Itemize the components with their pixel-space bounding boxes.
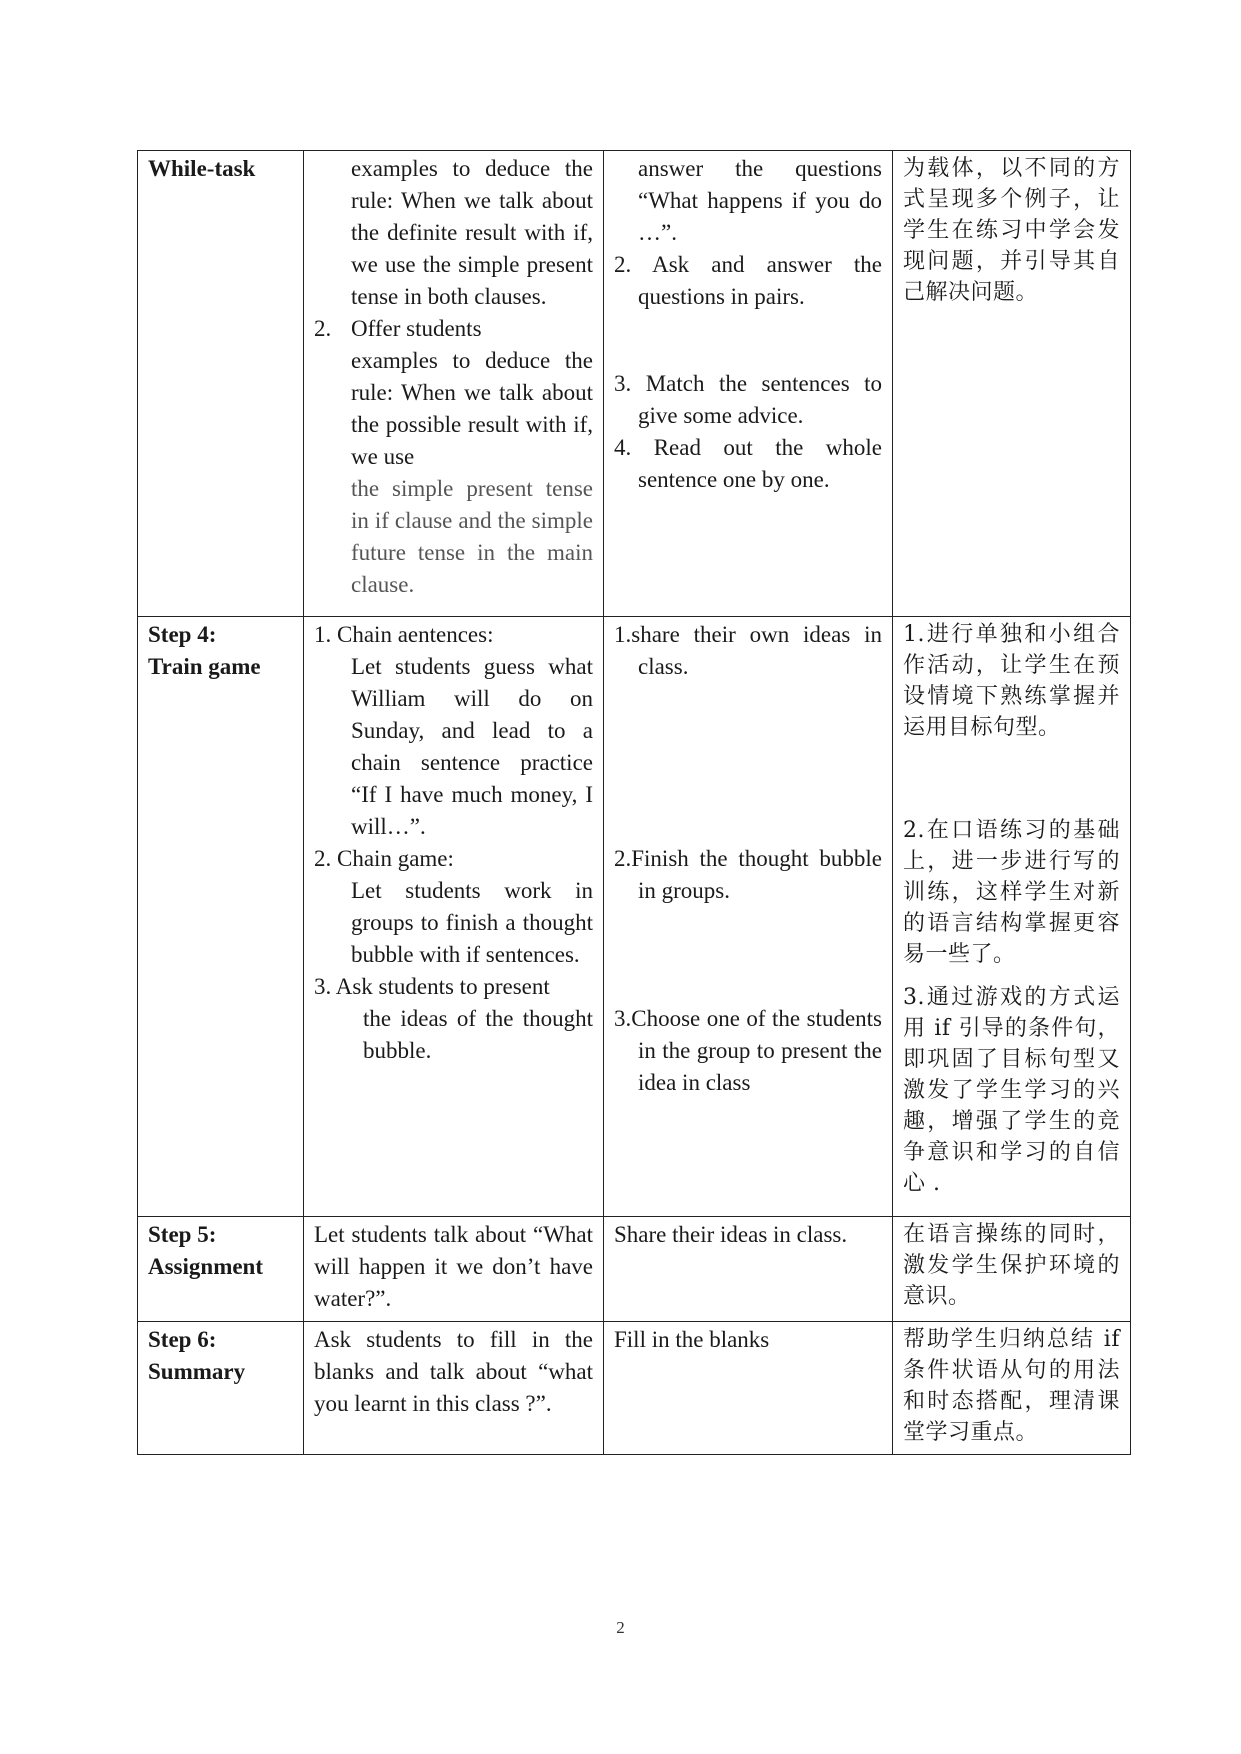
- teacher-item-1-head: 1. Chain aentences:: [314, 622, 494, 647]
- teacher-item-3-body: the ideas of the thought bubble.: [363, 1006, 593, 1063]
- purpose-cell: [893, 1322, 1131, 1455]
- student-item-1: 1.share their own ideas in class.: [614, 622, 882, 679]
- purpose-text: 帮助学生归纳总结 if 条件状语从句的用法和时态搭配，理清课堂学习重点。: [903, 1327, 1120, 1445]
- teacher-item-3-head: 3. Ask students to present: [314, 974, 550, 999]
- teacher-activity-cell: [304, 1322, 604, 1455]
- teacher-text: Ask students to fill in the blanks and talk about “what you learnt in this class ?”.: [314, 1327, 593, 1416]
- student-item-4: 4. Read out the whole sentence one by one.: [614, 435, 882, 492]
- teacher-item-1: examples to deduce the rule: When we talk about the definite result with if, we use the simple present tense in both clauses.: [351, 156, 593, 309]
- step-label: Step 5:: [148, 1222, 217, 1247]
- step-label: While-task: [148, 156, 256, 181]
- teacher-item-2-head: 2. Chain game:: [314, 846, 454, 871]
- teacher-item-2-head: Offer students: [351, 316, 482, 341]
- student-text: Fill in the blanks: [614, 1327, 770, 1352]
- student-item-3: 3. Match the sentences to give some advice.: [614, 371, 882, 428]
- teacher-text: Let students talk about “What will happen it we don’t have water?”.: [314, 1222, 593, 1311]
- purpose-item-3: 3.通过游戏的方式运用 if 引导的条件句，即巩固了目标句型又激发了学生学习的兴趣，增强了学生的竞争意识和学习的自信心 .: [903, 985, 1120, 1196]
- lesson-plan-table: [137, 150, 1131, 1455]
- student-item-2: 2.Finish the thought bubble in groups.: [614, 846, 882, 903]
- purpose-text: 在语言操练的同时，激发学生保护环境的意识。: [903, 1222, 1120, 1309]
- teacher-item-2: [314, 313, 593, 345]
- purpose-text: 为载体，以不同的方式呈现多个例子，让学生在练习中学会发现问题，并引导其自己解决问题。: [903, 156, 1120, 305]
- teacher-item-2-body-a: examples to deduce the rule: When we talk about the possible result with if, we use: [351, 348, 593, 469]
- purpose-cell: [893, 1217, 1131, 1322]
- student-item-3: 3.Choose one of the students in the group to present the idea in class: [614, 1006, 882, 1095]
- teacher-activity-cell: [304, 617, 604, 1217]
- step-cell: [138, 1217, 304, 1322]
- table-row-step-6: [138, 1322, 1131, 1455]
- step-title: Assignment: [148, 1254, 264, 1279]
- step-cell: [138, 1322, 304, 1455]
- table-row-step-4: [138, 617, 1131, 1217]
- student-activity-cell: [604, 1217, 893, 1322]
- teacher-item-2-body-b: the simple present tense in if clause and the simple future tense in the main clause.: [351, 476, 593, 597]
- step-title: Train game: [148, 654, 261, 679]
- step-cell: [138, 151, 304, 617]
- step-title: Summary: [148, 1359, 246, 1384]
- student-activity-cell: [604, 617, 893, 1217]
- purpose-item-2: 2.在口语练习的基础上，进一步进行写的训练，这样学生对新的语言结构掌握更容易一些了。: [903, 818, 1120, 967]
- teacher-item-2-body: Let students work in groups to finish a thought bubble with if sentences.: [351, 878, 593, 967]
- step-cell: [138, 617, 304, 1217]
- step-label: Step 6:: [148, 1327, 217, 1352]
- teacher-item-1-body: Let students guess what William will do on Sunday, and lead to a chain sentence practice “If I have much money, I will…”.: [351, 654, 593, 839]
- student-text: Share their ideas in class.: [614, 1222, 848, 1247]
- purpose-cell: [893, 151, 1131, 617]
- student-item-2: 2. Ask and answer the questions in pairs.: [614, 252, 882, 309]
- teacher-activity-cell: [304, 151, 604, 617]
- student-item-1: answer the questions “What happens if you do …”.: [638, 156, 882, 245]
- purpose-cell: [893, 617, 1131, 1217]
- purpose-item-1: 1.进行单独和小组合作活动，让学生在预设情境下熟练掌握并运用目标句型。: [903, 622, 1120, 740]
- teacher-item-2-number: 2.: [314, 316, 332, 341]
- table-row-step-5: [138, 1217, 1131, 1322]
- student-activity-cell: [604, 1322, 893, 1455]
- student-activity-cell: [604, 151, 893, 617]
- page-number: 2: [616, 1618, 625, 1637]
- step-label: Step 4:: [148, 622, 217, 647]
- table-row-while-task: [138, 151, 1131, 617]
- teacher-activity-cell: [304, 1217, 604, 1322]
